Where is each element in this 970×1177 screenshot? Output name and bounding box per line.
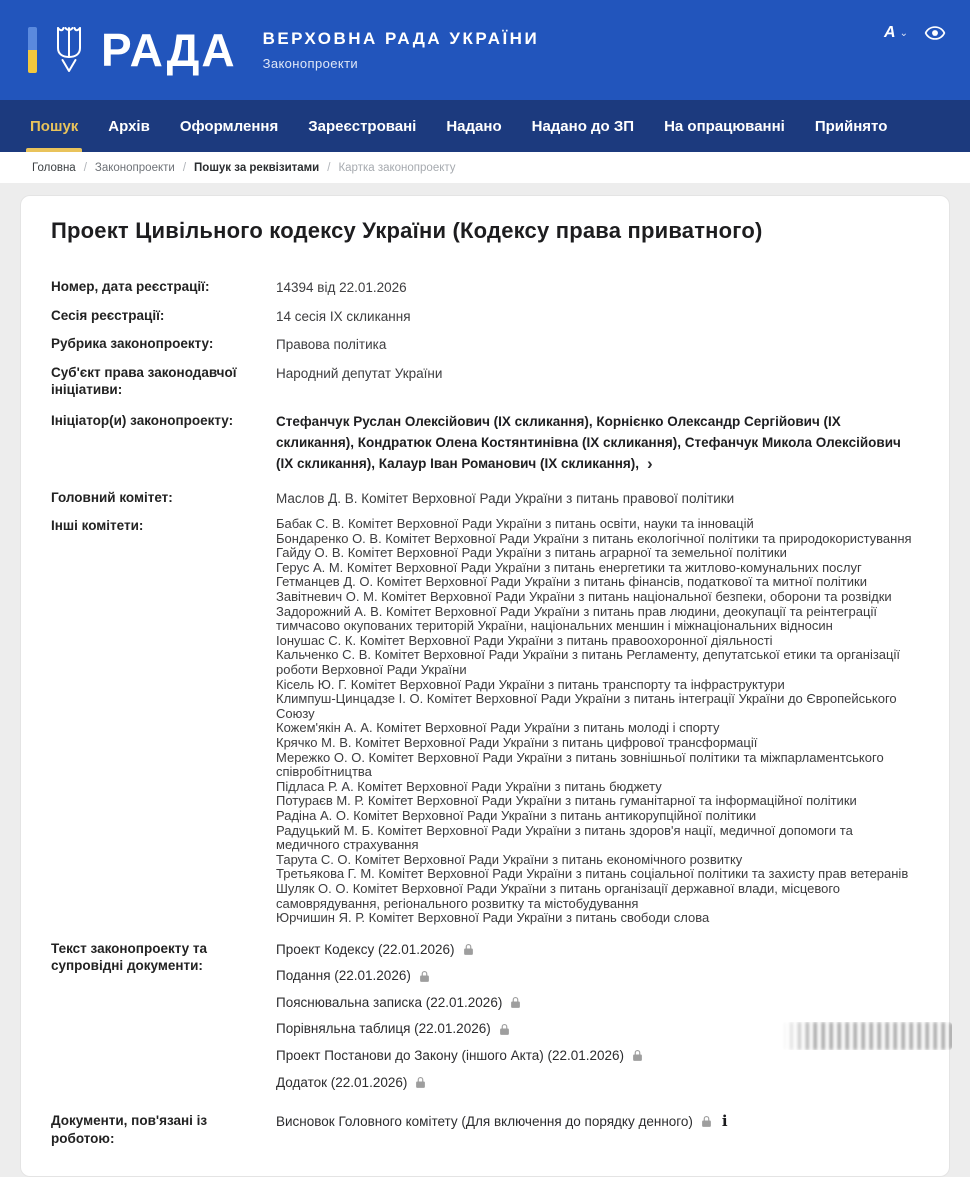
ukraine-flag-bar-icon xyxy=(28,27,37,73)
committee-item: Тарута С. О. Комітет Верховної Ради України з питань економічного розвитку xyxy=(276,851,743,867)
field-row-documents xyxy=(51,940,919,1099)
field-label: Ініціатор(и) законопроекту: xyxy=(51,412,234,428)
lock-icon xyxy=(631,1049,644,1062)
document-link[interactable]: Проект Постанови до Закону (іншого Акта) (22.01.2026) xyxy=(276,1047,625,1063)
committee-item: Климпуш-Цинцадзе І. О. Комітет Верховної Ради України з питань інтеграції України до Європейського Союзу xyxy=(276,691,897,721)
breadcrumb-item: Картка законопроекту xyxy=(338,162,456,174)
field-value: Правова політика xyxy=(276,337,387,353)
committee-item: Задорожний А. В. Комітет Верховної Ради України з питань прав людини, деокупації та реінтеграції тимчасово окупованих територій України, національних меншин і міжнаціональних відносин xyxy=(276,603,877,634)
nav-tab-на-опрацюванні[interactable]: На опрацюванні xyxy=(664,117,785,135)
rada-logo[interactable] xyxy=(28,24,539,76)
page-title: Проект Цивільного кодексу України (Кодексу права приватного) xyxy=(51,218,763,243)
main-nav xyxy=(0,100,970,152)
other-committees-list xyxy=(276,517,919,926)
committee-item: Кожем'якін А. А. Комітет Верховної Ради України з питань молоді і спорту xyxy=(276,720,720,736)
lock-icon xyxy=(414,1076,427,1089)
bill-card xyxy=(20,195,950,1177)
lock-icon xyxy=(700,1115,713,1128)
breadcrumb-item[interactable]: Головна xyxy=(32,162,76,174)
field-label: Інші комітети: xyxy=(51,518,144,534)
committee-item: Третьякова Г. М. Комітет Верховної Ради України з питань соціальної політики та захисту прав ветеранів xyxy=(276,866,909,882)
document-row xyxy=(276,940,919,960)
chevron-right-icon[interactable]: › xyxy=(647,453,653,473)
document-row xyxy=(276,993,919,1013)
document-row xyxy=(276,966,919,986)
nav-tab-надано-до-зп[interactable]: Надано до ЗП xyxy=(531,117,635,135)
lock-icon xyxy=(462,943,475,956)
field-label: Головний комітет: xyxy=(51,489,173,505)
font-size-letter: A xyxy=(884,24,896,41)
committee-item: Бабак С. В. Комітет Верховної Ради України з питань освіти, науки та інновацій xyxy=(276,516,754,532)
committee-item: Гайду О. В. Комітет Верховної Ради України з питань аграрної та земельної політики xyxy=(276,545,787,561)
accessibility-eye-button[interactable] xyxy=(924,22,946,44)
field-row-main-committee xyxy=(51,489,919,509)
trident-icon xyxy=(49,24,89,76)
document-row xyxy=(276,1019,919,1039)
eye-icon xyxy=(924,22,946,44)
committee-item: Юрчишин Я. Р. Комітет Верховної Ради України з питань свободи слова xyxy=(276,910,710,926)
committee-item: Крячко М. В. Комітет Верховної Ради України з питань цифрової трансформації xyxy=(276,735,758,751)
field-label: Суб'єкт права законодавчої ініціативи: xyxy=(51,364,237,398)
committee-item: Бондаренко О. В. Комітет Верховної Ради України з питань екологічної політики та природокористування xyxy=(276,530,912,546)
nav-tab-оформлення[interactable]: Оформлення xyxy=(179,117,279,135)
committee-item: Радуцький М. Б. Комітет Верховної Ради України з питань здоров'я нації, медичної допомоги та медичного страхування xyxy=(276,822,853,853)
lock-icon xyxy=(418,970,431,983)
committee-item: Герус А. М. Комітет Верховної Ради України з питань енергетики та житлово-комунальних послуг xyxy=(276,559,862,575)
lock-icon xyxy=(498,1023,511,1036)
committee-item: Кісель Ю. Г. Комітет Верховної Ради України з питань транспорту та інфраструктури xyxy=(276,676,785,692)
section-subtitle: Законопроекти xyxy=(262,56,359,71)
breadcrumb-item[interactable]: Законопроекти xyxy=(94,162,175,174)
app-header xyxy=(0,0,970,100)
committee-item: Шуляк О. О. Комітет Верховної Ради України з питань організації державної влади, місцевого самоврядування, регіонального розвитку та містобудування xyxy=(276,880,841,911)
document-row xyxy=(276,1046,919,1066)
field-row-reg-number xyxy=(51,278,919,298)
nav-tab-надано[interactable]: Надано xyxy=(446,117,502,135)
committee-item: Іонушас С. К. Комітет Верховної Ради України з питань правоохоронної діяльності xyxy=(276,632,773,648)
nav-tab-зареєстровані[interactable]: Зареєстровані xyxy=(308,117,417,135)
committee-item: Підласа Р. А. Комітет Верховної Ради України з питань бюджету xyxy=(276,778,662,794)
committee-item: Радіна А. О. Комітет Верховної Ради України з питань антикорупційної політики xyxy=(276,807,757,823)
document-link[interactable]: Пояснювальна записка (22.01.2026) xyxy=(276,994,503,1010)
breadcrumb xyxy=(0,152,970,183)
nav-tab-пошук[interactable]: Пошук xyxy=(30,100,78,152)
font-size-control[interactable] xyxy=(884,24,908,42)
field-value: 14394 від 22.01.2026 xyxy=(276,280,407,295)
related-documents-list xyxy=(276,1112,919,1147)
breadcrumb-item[interactable]: Пошук за реквізитами xyxy=(194,162,320,174)
brand-word: РАДА xyxy=(101,24,237,76)
field-row-subject xyxy=(51,364,919,399)
lock-icon xyxy=(509,996,522,1009)
committee-item: Гетманцев Д. О. Комітет Верховної Ради України з питань фінансів, податкової та митної політики xyxy=(276,574,867,590)
breadcrumb-separator: / xyxy=(182,162,187,174)
initiators-list[interactable]: Стефанчук Руслан Олексійович (IX скликання), Корнієнко Олександр Сергійович (IX скликання), Кондратюк Олена Костянтинівна (IX скликання), Стефанчук Микола Олексійович (IX скликання), Калаур Іван Романович (IX скликання), xyxy=(276,413,901,471)
info-icon[interactable]: i xyxy=(721,1112,728,1131)
committee-item: Завітневич О. М. Комітет Верховної Ради України з питань національної безпеки, оборони та розвідки xyxy=(276,589,892,605)
field-value: Маслов Д. В. Комітет Верховної Ради України з питань правової політики xyxy=(276,490,735,506)
field-row-rubric xyxy=(51,335,919,355)
field-label: Рубрика законопроекту: xyxy=(51,336,214,352)
field-value: Народний депутат України xyxy=(276,365,443,381)
document-link[interactable]: Висновок Головного комітету (Для включення до порядку денного) xyxy=(276,1114,693,1130)
document-link[interactable]: Додаток (22.01.2026) xyxy=(276,1074,408,1090)
field-label: Номер, дата реєстрації: xyxy=(51,279,210,294)
breadcrumb-separator: / xyxy=(327,162,331,174)
committee-item: Мережко О. О. Комітет Верховної Ради України з питань зовнішньої політики та міжпарламентського співробітництва xyxy=(276,749,884,780)
committee-item: Кальченко С. В. Комітет Верховної Ради України з питань Регламенту, депутатської етики та організації роботи Верховної Ради України xyxy=(276,647,900,678)
breadcrumb-separator: / xyxy=(83,162,87,174)
nav-tab-архів[interactable]: Архів xyxy=(108,117,150,135)
field-label: Документи, пов'язані із роботою: xyxy=(51,1113,208,1146)
org-name: ВЕРХОВНА РАДА УКРАЇНИ xyxy=(262,29,540,48)
document-link[interactable]: Проект Кодексу (22.01.2026) xyxy=(276,941,455,957)
field-label: Сесія реєстрації: xyxy=(51,307,165,323)
field-row-initiators xyxy=(51,412,919,475)
chevron-down-icon: ⌄ xyxy=(899,27,908,39)
field-row-related-documents xyxy=(51,1112,919,1147)
document-row xyxy=(276,1112,919,1132)
document-link[interactable]: Порівняльна таблиця (22.01.2026) xyxy=(276,1021,491,1037)
field-row-other-committees xyxy=(51,517,919,926)
field-label: Текст законопроекту та супровідні документи: xyxy=(51,940,208,974)
field-row-session xyxy=(51,307,919,327)
document-row xyxy=(276,1073,919,1093)
committee-item: Потураєв М. Р. Комітет Верховної Ради України з питань гуманітарної та інформаційної політики xyxy=(276,793,857,809)
document-link[interactable]: Подання (22.01.2026) xyxy=(276,968,411,984)
field-value: 14 сесія IX скликання xyxy=(276,308,411,324)
nav-tab-прийнято[interactable]: Прийнято xyxy=(814,117,888,135)
documents-list xyxy=(276,940,919,1099)
